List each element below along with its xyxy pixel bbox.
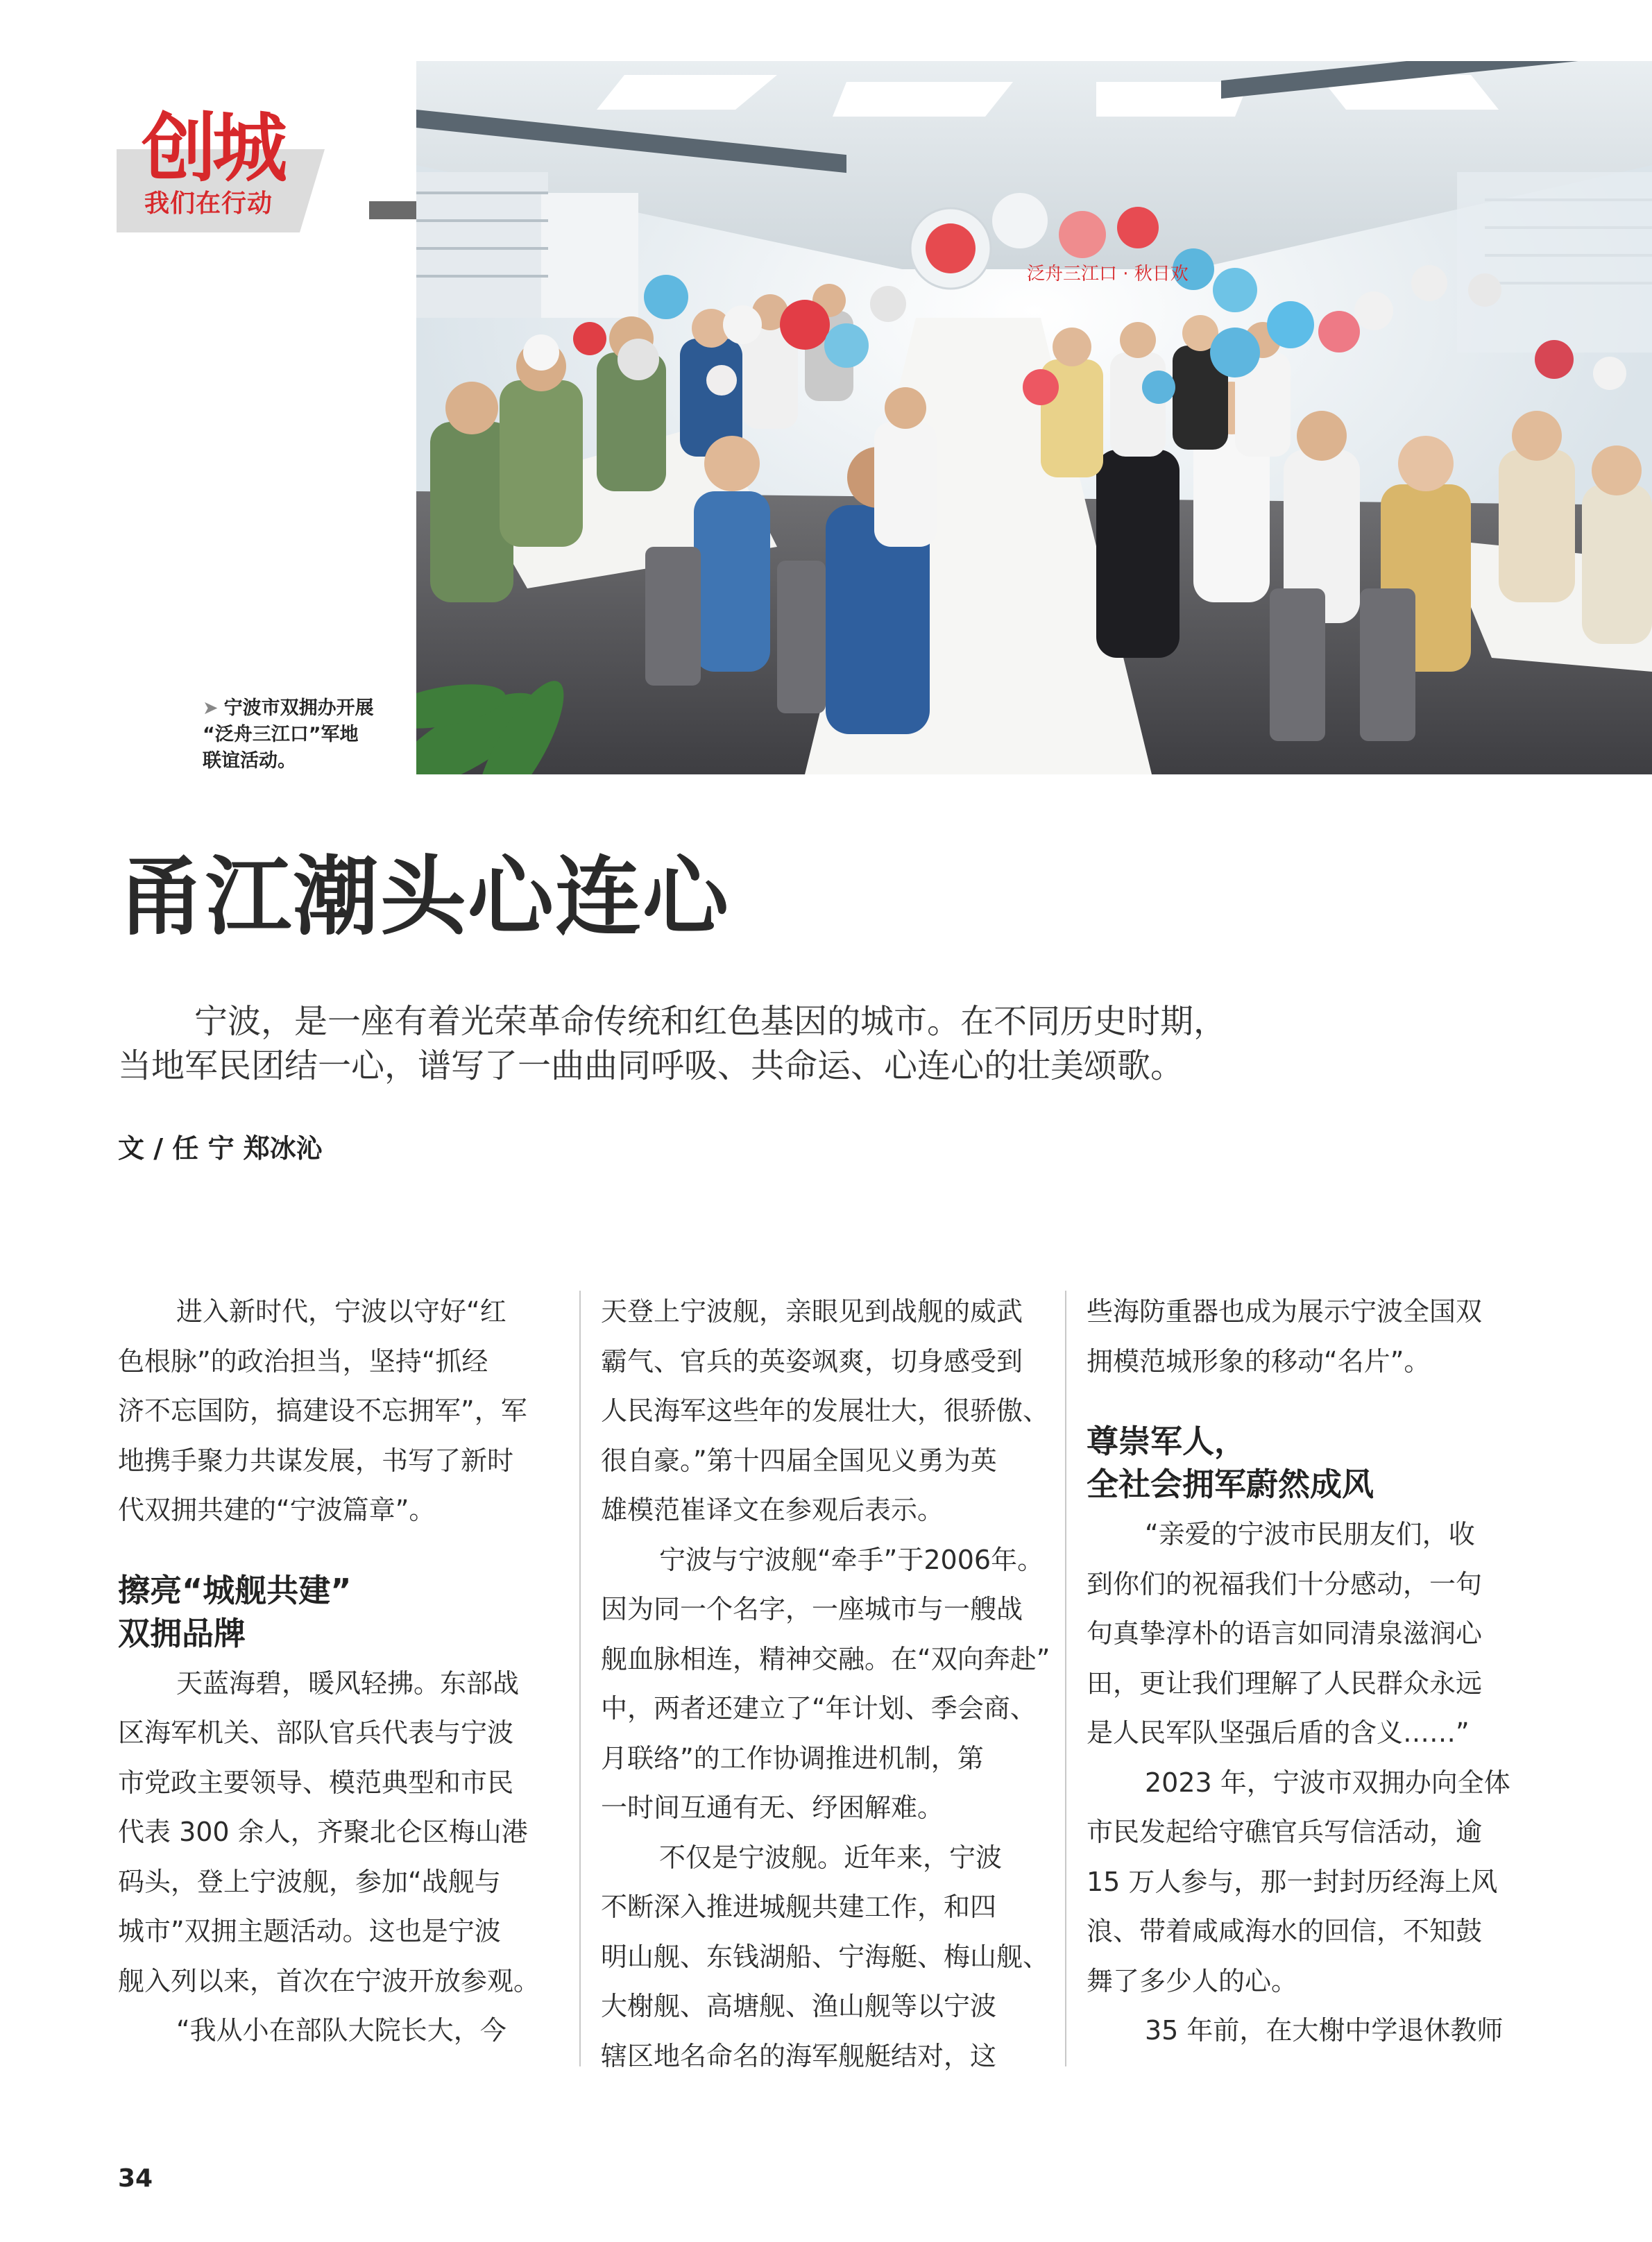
body-line: 区海军机关、部队官兵代表与宁波 (118, 1717, 514, 1748)
body-line: 舰入列以来，首次在宁波开放参观。 (118, 1965, 540, 1996)
body-line: “亲爱的宁波市民朋友们，收 (1145, 1519, 1475, 1549)
body-line: 舰血脉相连，精神交融。在“双向奔赴” (601, 1643, 1050, 1674)
body-line: 浪、带着咸咸海水的回信，不知鼓 (1087, 1916, 1483, 1946)
body-line: 天登上宁波舰，亲眼见到战舰的威武 (601, 1296, 1023, 1327)
body-column-2 (601, 1287, 1050, 2081)
body-line: 一时间互通有无、纾困解难。 (601, 1792, 944, 1823)
hero-photo-illustration (416, 61, 1652, 774)
body-line: 市民发起给守礁官兵写信活动，逾 (1087, 1817, 1483, 1847)
balloon-text: 泛舟三江口 · 秋日欢 (1027, 264, 1189, 285)
body-line: 到你们的祝福我们十分感动，一句 (1087, 1568, 1483, 1599)
body-line: 地携手聚力共谋发展，书写了新时 (118, 1445, 514, 1476)
body-line: 不仅是宁波舰。近年来，宁波 (659, 1842, 1003, 1873)
badge-subtitle: 我们在行动 (144, 189, 273, 218)
body-line: 很自豪。”第十四届全国见义勇为英 (601, 1445, 997, 1476)
body-line: 雄模范崔译文在参观后表示。 (601, 1495, 944, 1525)
article-headline: 甬江潮头心连心 (118, 847, 731, 947)
body-line: 代表 300 余人，齐聚北仑区梅山港 (118, 1817, 528, 1847)
badge-accent-bar (369, 201, 418, 219)
body-line: 代双拥共建的“宁波篇章”。 (118, 1495, 436, 1525)
column-divider (1065, 1291, 1066, 2066)
body-line: 15 万人参与，那一封封历经海上风 (1087, 1866, 1498, 1897)
body-line: 霸气、官兵的英姿飒爽，切身感受到 (601, 1345, 1023, 1377)
section-heading: 双拥品牌 (118, 1614, 246, 1652)
hero-photo (416, 61, 1652, 774)
article-lead (118, 999, 1353, 1088)
body-line: 市党政主要领导、模范典型和市民 (118, 1767, 514, 1798)
caption-line: 宁波市双拥办开展 (223, 697, 374, 719)
body-line: 因为同一个名字，一座城市与一艘战 (601, 1594, 1023, 1624)
body-line: 2023 年，宁波市双拥办向全体 (1145, 1767, 1510, 1798)
body-line: 不断深入推进城舰共建工作，和四 (601, 1892, 997, 1922)
body-line: “我从小在部队大院长大，今 (176, 2015, 506, 2046)
body-line: 大榭舰、高塘舰、渔山舰等以宁波 (601, 1991, 997, 2021)
body-line: 舞了多少人的心。 (1087, 1965, 1298, 1996)
caption-line: 联谊活动。 (203, 750, 296, 772)
body-column-3 (1087, 1287, 1528, 2056)
body-line: 拥模范城形象的移动“名片”。 (1087, 1345, 1431, 1377)
body-line: 济不忘国防，搞建设不忘拥军”，军 (118, 1395, 527, 1426)
column-divider (579, 1291, 581, 2066)
body-line: 中，两者还建立了“年计划、季会商、 (601, 1693, 1037, 1724)
body-line: 进入新时代，宁波以守好“红 (176, 1296, 506, 1327)
column-badge (117, 105, 332, 226)
page-number: 34 (118, 2164, 153, 2193)
section-heading: 擦亮“城舰共建” (118, 1571, 352, 1609)
body-line: 些海防重器也成为展示宁波全国双 (1087, 1296, 1483, 1327)
body-line: 月联络”的工作协调推进机制，第 (601, 1742, 984, 1774)
lead-line: 当地军民团结一心，谱写了一曲曲同呼吸、共命运、心连心的壮美颂歌。 (118, 1046, 1184, 1085)
body-column-1 (118, 1287, 559, 2056)
body-line: 田，更让我们理解了人民群众永远 (1087, 1667, 1483, 1699)
badge-title: 创城 (142, 105, 284, 192)
caption-line: “泛舟三江口”军地 (203, 724, 359, 745)
body-line: 35 年前，在大榭中学退休教师 (1145, 2015, 1504, 2046)
article-byline: 文 / 任 宁 郑冰沁 (118, 1133, 323, 1164)
photo-caption (203, 695, 411, 774)
body-line: 城市”双拥主题活动。这也是宁波 (118, 1916, 501, 1946)
body-line: 宁波与宁波舰“牵手”于2006年。 (659, 1544, 1044, 1575)
section-heading: 尊崇军人， (1087, 1423, 1246, 1460)
body-line: 天蓝海碧，暖风轻拂。东部战 (176, 1667, 520, 1699)
section-heading: 全社会拥军蔚然成风 (1087, 1466, 1374, 1503)
caption-arrow-icon: ➤ (203, 697, 219, 719)
body-line: 句真挚淳朴的语言如同清泉滋润心 (1087, 1618, 1483, 1649)
body-line: 辖区地名命名的海军舰艇结对，这 (601, 2040, 997, 2071)
body-line: 码头，登上宁波舰，参加“战舰与 (118, 1866, 501, 1897)
body-line: 色根脉”的政治担当，坚持“抓经 (118, 1345, 488, 1377)
body-line: 明山舰、东钱湖船、宁海艇、梅山舰、 (601, 1941, 1050, 1972)
lead-line: 宁波，是一座有着光荣革命传统和红色基因的城市。在不同历史时期， (194, 1002, 1227, 1041)
body-line: 人民海军这些年的发展壮大，很骄傲、 (601, 1395, 1050, 1426)
body-line: 是人民军队坚强后盾的含义……” (1087, 1717, 1470, 1748)
